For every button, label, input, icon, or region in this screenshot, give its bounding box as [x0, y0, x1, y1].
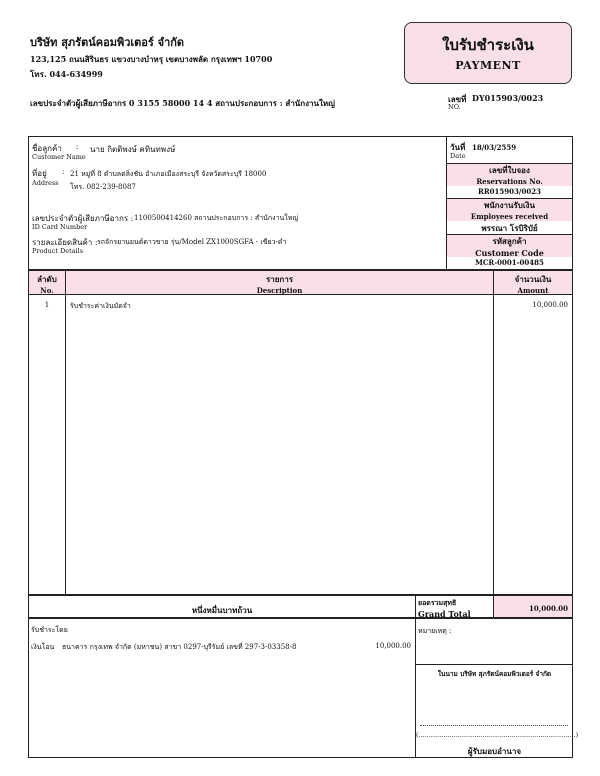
grand-total-label-en: Grand Total: [418, 609, 471, 619]
customer-name-label: ชื่อลูกค้า: [32, 144, 62, 153]
address-value: 21 หมู่ที่ 8 ตำบลตลิ่งชัน อำเภอเมืองสระบุรี จังหวัดสระบุรี 18000: [70, 170, 267, 178]
grand-total-label: [418, 598, 471, 619]
payment-detail: ธนาคาร กรุงเทพ จำกัด (มหาชน) สาขา 0297-บุรีรัมย์ เลขที่ 297-3-03358-8: [62, 643, 297, 651]
id-card-label-en: ID Card Number: [32, 223, 88, 231]
address-label-en: Address: [32, 179, 59, 187]
doc-no-label-en: NO.: [448, 103, 461, 111]
employee-label: พนักงานรับเงิน: [484, 200, 535, 210]
customer-code-label: รหัสลูกค้า: [492, 236, 527, 246]
document-title-box: [404, 22, 572, 84]
divider: [65, 270, 66, 595]
customer-name-label-en: Customer Name: [32, 153, 86, 161]
id-card-value: 1100500414260 สถานประกอบการ : สำนักงานใหญ่: [134, 214, 299, 222]
product-value: รถจักรยานยนต์ดาวขาย รุ่น/Model ZX1000SGFA - เขียว-ดำ: [97, 238, 287, 246]
payment-label: รับชำระโดย: [31, 626, 68, 634]
col-desc-en: Description: [256, 286, 303, 295]
remark-label: หมายเหตุ :: [418, 627, 452, 635]
document-title-th: ใบรับชำระเงิน: [442, 36, 534, 54]
signature-line: [420, 725, 568, 726]
company-tax-line: เลขประจำตัวผู้เสียภาษีอากร 0 3155 58000 14 4 สถานประกอบการ : สำนักงานใหญ่: [30, 98, 335, 108]
product-label: รายละเอียดสินค้า :: [32, 238, 98, 247]
doc-no-label: เลขที่: [448, 94, 467, 104]
customer-name-value: นาย กิตติพงษ์ คทินทพงษ์: [90, 145, 176, 154]
row-description: รับชำระค่าเงินมัดจำ: [70, 302, 131, 310]
row-no: 1: [44, 301, 50, 309]
grand-total-value: 10,000.00: [529, 604, 568, 613]
date-label-en: Date: [450, 152, 466, 160]
employee-header: [447, 199, 572, 221]
employee-value: พรรณา โรบิริบัย์: [481, 223, 538, 233]
col-amount-en: Amount: [517, 286, 549, 295]
col-desc-th: รายการ: [265, 274, 294, 284]
customer-code-label-en: Customer Code: [475, 248, 544, 258]
date-label: วันที่: [450, 142, 466, 152]
doc-no-value: DY015903/0023: [472, 93, 544, 103]
items-table: [28, 270, 573, 595]
document-title-en: PAYMENT: [455, 59, 521, 72]
col-amount-header: [494, 273, 572, 295]
address-label: ที่อยู่: [32, 169, 47, 178]
product-label-en: Product Details: [32, 247, 84, 255]
reservation-header: [447, 164, 572, 186]
col-no-th: ลำดับ: [37, 274, 57, 284]
col-no-header: [29, 273, 65, 295]
reservation-label: เลขที่ใบจอง: [489, 165, 530, 175]
signer-company: ในนาม บริษัท สุภรัตน์คอมพิวเตอร์ จำกัด: [437, 670, 552, 678]
row-amount: 10,000.00: [532, 301, 568, 309]
customer-code-header: [447, 235, 572, 257]
customer-code-value: MCR-0001-00485: [475, 258, 544, 267]
reservation-label-en: Reservations No.: [476, 177, 543, 186]
employee-label-en: Employees received: [470, 212, 549, 221]
company-phone: โทร. 044-634999: [30, 69, 103, 79]
date-value: 18/03/2559: [472, 143, 517, 152]
divider: [415, 664, 573, 665]
grand-total-label-th: ยอดรวมสุทธิ: [418, 598, 457, 607]
company-name: บริษัท สุภรัตน์คอมพิวเตอร์ จำกัด: [30, 36, 185, 49]
divider: [493, 270, 494, 595]
reservation-value: RR015903/0023: [478, 187, 541, 196]
signer-title: ผู้รับมอบอำนาจ: [467, 746, 522, 756]
col-desc-header: [66, 273, 493, 295]
signer-paren: (............................................................................): [416, 731, 579, 739]
divider: [415, 595, 416, 618]
amount-in-words: หนึ่งหมื่นบาทถ้วน: [191, 605, 253, 615]
id-card-label: เลขประจำตัวผู้เสียภาษีอากร :: [32, 214, 134, 223]
col-no-en: No.: [40, 286, 54, 295]
company-address: 123,125 ถนนสิรินธร แขวงบางบำหรุ เขตบางพลัด กรุงเทพฯ 10700: [30, 54, 273, 64]
payment-amount: 10,000.00: [375, 642, 411, 650]
col-amount-th: จำนวนเงิน: [514, 274, 552, 284]
payment-method: เงินโอน: [31, 643, 55, 651]
customer-phone: โทร. 082-239-8087: [70, 183, 136, 191]
